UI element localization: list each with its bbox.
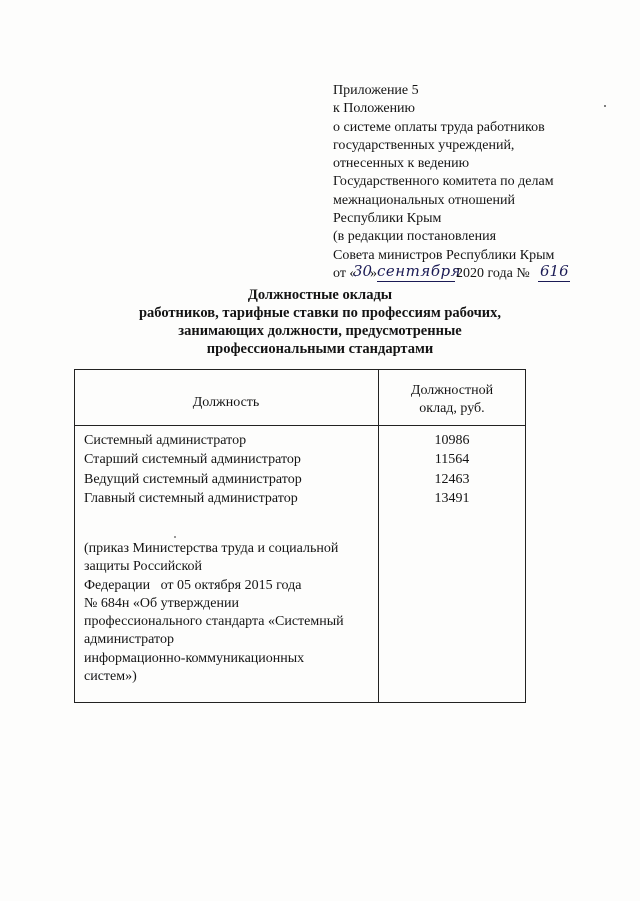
appendix-line: Совета министров Республики Крым bbox=[333, 247, 555, 263]
handwritten-day: 30 bbox=[353, 261, 373, 280]
table-row-position: Старший системный администратор bbox=[84, 452, 301, 468]
salary-list bbox=[378, 431, 526, 508]
note-line: информационно-коммуникационных bbox=[84, 650, 305, 666]
note-line: № 684н «Об утверждении bbox=[84, 595, 239, 611]
header-salary bbox=[378, 382, 526, 418]
appendix-line: к Положению bbox=[333, 101, 416, 117]
table-row-salary: 13491 bbox=[434, 490, 470, 506]
table-header-divider bbox=[74, 425, 526, 426]
position-list bbox=[84, 431, 302, 508]
header-salary-line: Должностной bbox=[410, 383, 494, 398]
salary-table bbox=[74, 369, 526, 703]
ref-prefix: от « bbox=[333, 265, 357, 281]
header-position: Должность bbox=[192, 395, 260, 410]
appendix-header bbox=[333, 82, 633, 283]
table-border-bottom bbox=[74, 702, 526, 703]
table-row-position: Ведущий системный администратор bbox=[84, 471, 302, 487]
title-line: профессиональными стандартами bbox=[206, 341, 434, 357]
appendix-line: Государственного комитета по делам bbox=[333, 174, 554, 190]
table-row-salary: 12463 bbox=[434, 471, 470, 487]
scan-mark bbox=[174, 536, 176, 538]
handwritten-month: сентября bbox=[377, 261, 462, 280]
appendix-line: государственных учреждений, bbox=[333, 137, 515, 153]
appendix-line: (в редакции постановления bbox=[333, 229, 497, 245]
table-border-right bbox=[525, 369, 526, 703]
note-line: администратор bbox=[84, 632, 174, 648]
resolution-reference bbox=[333, 261, 633, 283]
note-line: Федерации от 05 октября 2015 года bbox=[84, 577, 302, 593]
note-line: профессионального стандарта «Системный bbox=[84, 614, 344, 630]
appendix-line: о системе оплаты труда работников bbox=[333, 119, 545, 135]
table-border-top bbox=[74, 369, 526, 370]
appendix-line: межнациональных отношений bbox=[333, 192, 515, 208]
table-border-left bbox=[74, 369, 75, 703]
note-line: защиты Российской bbox=[84, 559, 203, 575]
appendix-line: отнесенных к ведению bbox=[333, 156, 470, 172]
header-salary-line: оклад, руб. bbox=[419, 401, 485, 416]
table-column-divider bbox=[378, 369, 379, 703]
title-line: занимающих должности, предусмотренные bbox=[178, 323, 462, 339]
ref-close-quote: » bbox=[370, 265, 377, 281]
note-line: систем») bbox=[84, 669, 137, 685]
table-row-salary: 11564 bbox=[434, 452, 470, 468]
table-row-salary: 10986 bbox=[434, 433, 470, 448]
appendix-line: Приложение 5 bbox=[333, 83, 419, 98]
table-row-position: Системный администратор bbox=[84, 433, 247, 448]
title-line: работников, тарифные ставки по профессиям рабочих, bbox=[138, 305, 502, 321]
note-line: (приказ Министерства труда и социальной bbox=[84, 541, 339, 556]
table-row-position: Главный системный администратор bbox=[84, 490, 298, 506]
number-underline bbox=[538, 281, 570, 282]
month-underline bbox=[377, 281, 455, 282]
handwritten-number: 616 bbox=[540, 261, 569, 280]
title-line: Должностные оклады bbox=[247, 287, 393, 303]
appendix-line: Республики Крым bbox=[333, 211, 442, 227]
document-title bbox=[60, 286, 580, 358]
legal-basis-note bbox=[84, 540, 374, 686]
ref-year: 2020 года № bbox=[456, 265, 530, 281]
